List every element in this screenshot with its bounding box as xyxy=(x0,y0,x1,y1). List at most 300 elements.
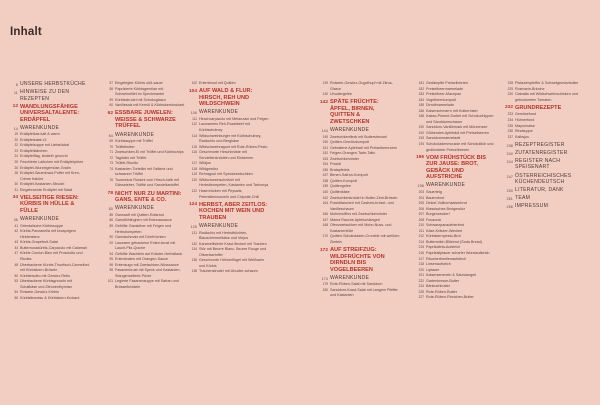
toc-entry-title: Gefüllte Gansleber mit Feigen und Herbstrompeten xyxy=(115,224,172,234)
toc-recipe-entry xyxy=(10,251,90,262)
toc-entry-title: Räucherforellenaufstrich xyxy=(426,256,466,261)
toc-entry-title: Dirndlmarmelade xyxy=(426,103,455,108)
toc-chapter-heading xyxy=(10,104,90,124)
toc-page-number: 251 xyxy=(506,197,513,202)
toc-entry-title: Powidl xyxy=(330,162,341,167)
toc-entry-title: Orientalische Kürbissuppe xyxy=(20,223,64,228)
toc-chapter-heading xyxy=(10,195,90,215)
toc-page-number: 232 xyxy=(505,105,514,111)
toc-page-number: 188 xyxy=(418,114,424,119)
toc-page-number: 136 xyxy=(191,258,197,263)
toc-entry-title: WARENKUNDE xyxy=(199,223,239,229)
toc-page-number: 48 xyxy=(14,262,18,267)
toc-entry-title: Kakao-Piment-Sorbet mit Schokochippen und Sanddornschaum xyxy=(426,114,494,124)
toc-entry-title: Quittengelee xyxy=(330,184,351,189)
toc-page-number: 70 xyxy=(109,144,113,149)
toc-entry-title: Erdäpfel-Wurzelgemüse-Gratin xyxy=(20,165,71,170)
toc-chapter-heading xyxy=(189,202,269,222)
toc-page-number: 36 xyxy=(13,218,18,223)
toc-page-number: 44 xyxy=(14,245,18,250)
toc-entry-title: Rotwein-Gewürz-Gugelhupf mit Zitrus-Glasur xyxy=(330,81,393,91)
toc-entry-title: HINWEISE ZU DEN REZEPTEN xyxy=(20,89,70,102)
toc-entry-title: Mayonnaise xyxy=(515,123,535,128)
toc-entry-title: Zwetschkenfleck mit Butterstreusel xyxy=(330,134,387,139)
toc-page-number: 221 xyxy=(418,273,424,278)
toc-page-number: 158 xyxy=(322,178,328,183)
toc-page-number: 19 xyxy=(14,132,18,137)
toc-entry-title: VOM FRÜHSTÜCK BIS ZUR JAUSE: BROT, GEBÄCK UND AUFSTRICHE xyxy=(426,154,486,181)
toc-page-number: 212 xyxy=(418,234,424,239)
toc-entry-title: Kürbis Cordon Bleu mit Prosciutto und Ricotta xyxy=(20,251,83,261)
toc-recipe-entry xyxy=(189,189,269,200)
toc-recipe-entry xyxy=(105,241,185,252)
toc-entry-title: Erdäpfel-Sauerkraut-Puffer mit Kren-Crème fraîche xyxy=(20,171,80,181)
toc-page-number: 162 xyxy=(322,195,328,200)
toc-recipe-entry xyxy=(105,224,185,235)
toc-page-number: 42 xyxy=(14,229,18,234)
toc-entry-title: IMPRESSUM xyxy=(515,203,549,210)
toc-recipe-entry xyxy=(10,188,90,194)
toc-entry-title: WARENKUNDE xyxy=(20,124,60,131)
toc-page-number: 183 xyxy=(418,92,424,97)
toc-page-number: 224 xyxy=(418,284,424,289)
toc-entry-title: Hasenrücken mit Physalis, Petersilienwurzeln und Chipotle-Chili xyxy=(199,189,260,199)
toc-page-number: 43 xyxy=(14,240,18,245)
toc-entry-title: Kürbiskernpesto-Brot xyxy=(426,234,461,239)
toc-entry-title: Zwetschkenknödel in Butter-Zimt-Bröseln xyxy=(330,195,398,200)
toc-page-number: 54 xyxy=(14,290,18,295)
toc-page-number: 58 xyxy=(109,86,113,91)
toc-page-number: 222 xyxy=(418,278,424,283)
toc-column-6 xyxy=(505,81,585,211)
toc-recipe-entry xyxy=(105,87,185,98)
toc-page-number: 85 xyxy=(109,212,113,217)
toc-recipe-entry xyxy=(320,223,400,234)
toc-chapter-heading xyxy=(416,155,496,181)
toc-entry-title: Preiselbeer-Marzipan xyxy=(426,92,462,97)
toc-entry-title: ZUTATENREGISTER xyxy=(515,149,568,156)
toc-entry-title: Entenbraten mit Orangen-Sauce xyxy=(115,257,169,262)
toc-entry-title: Geschmorte Hühnerflügel mit Weißwein und Kürbis xyxy=(199,258,265,268)
toc-entry-title: Zwetschkenröster xyxy=(330,156,360,161)
toc-entry-title: Rote-Rüben-Butter xyxy=(426,289,457,294)
toc-entry-title: ESSBARE JUWELEN: WEISSE & SCHWARZE TRÜFFEL xyxy=(115,110,176,130)
toc-entry-title: Tournedos Rossini vom Hirsch-kalb mit Gänseleber, Trüffel und Sandelkartoffel xyxy=(115,177,179,188)
toc-page-number: 156 xyxy=(322,167,328,172)
toc-page-number: 230 xyxy=(507,92,513,97)
toc-entry-title: UNSERE HERBSTKÜCHE xyxy=(20,81,86,87)
toc-entry-title: Rote-Rüben-Rinrichen-Butter xyxy=(426,295,474,300)
toc-entry-title: Traubenstrudel mit Uhudler-schaum xyxy=(199,269,258,274)
toc-recipe-entry xyxy=(189,269,269,275)
toc-entry-title: Linsenaufstrich xyxy=(426,262,451,267)
toc-entry-title: Legierte Fasanensuppe mit Safran und Brösselknödeln xyxy=(115,279,179,290)
toc-page-number: 106 xyxy=(190,111,197,116)
toc-entry-title: Karamellisierte Kraut-fleckerl mit Trauben xyxy=(199,241,267,246)
toc-entry-title: Feschlerte Laibchen mit Erdäpfelpüree xyxy=(20,160,84,165)
toc-entry-title: Wildjus xyxy=(199,161,211,166)
toc-page-number: 172 xyxy=(320,247,329,253)
toc-entry-title: Überbackene Kürbis-Thunfisch-Cannelloni mit Kürbiskern-Bröseln xyxy=(20,262,90,273)
toc-page-number: 6 xyxy=(15,83,18,87)
toc-page-number: 240 xyxy=(506,151,513,156)
toc-recipe-entry xyxy=(10,229,90,240)
toc-entry-title: Bauernbrot xyxy=(426,195,445,200)
toc-section-entry xyxy=(189,109,269,115)
toc-page-number: 211 xyxy=(418,228,424,233)
toc-entry-title: WANDLUNGSFÄHIGE UNIVERSALTALENTE: ERDÄPFEL xyxy=(20,103,80,123)
toc-entry-title: REZEPTREGISTER xyxy=(515,141,565,148)
toc-recipe-entry xyxy=(189,178,269,189)
toc-page-number: 117 xyxy=(191,161,197,166)
toc-section-entry xyxy=(505,158,585,171)
page-title: Inhalt xyxy=(10,26,42,38)
toc-recipe-entry xyxy=(10,279,90,290)
toc-entry-title: Käse-Kräuter-Weckerl xyxy=(426,228,463,233)
toc-entry-title: Paprizierte Kürbisgemüse mit Schweinefilet im Speckmantel xyxy=(115,86,164,97)
toc-entry-title: Radicchio mit Herbstfrüchten, Blauschimmelkäse und Verjus xyxy=(199,230,249,241)
toc-entry-title: Ganssaft mit Quitten-Rotkraut xyxy=(115,212,164,217)
toc-entry-title: Wildschweinburger mit Kürbischutney, Radicchio und Bergkäse xyxy=(199,133,262,144)
toc-recipe-entry xyxy=(189,122,269,133)
toc-column-1 xyxy=(10,81,90,301)
toc-entry-title: NICHT NUR ZU MARTINI: GANS, ENTE & CO. xyxy=(115,190,182,204)
toc-entry-title: Kaisersemmeln & Salzstangerl xyxy=(426,273,477,278)
toc-entry-title: Glühendes Apfelrädl mit Preiselbeeren xyxy=(426,130,489,135)
toc-entry-title: Zwetschken-Ei mit Trüffel und Kürbischips xyxy=(115,150,184,155)
toc-entry-title: Preiselbeermarmelade xyxy=(426,86,464,91)
toc-page-number: 102 xyxy=(191,81,197,85)
toc-entry-title: TEAM xyxy=(515,195,531,202)
toc-entry-title: Wildschweinragout mit Rote-Rüben-Pesto xyxy=(199,144,268,149)
toc-page-number: 184 xyxy=(418,97,424,102)
toc-entry-title: Wildgewürz xyxy=(199,166,219,171)
toc-page-number: 92 xyxy=(109,240,113,245)
toc-page-number: 140 xyxy=(322,92,328,97)
toc-page-number: 154 xyxy=(322,162,328,167)
toc-page-number: 214 xyxy=(418,239,424,244)
toc-entry-title: Erdäpfelsuppe mit Liebstöckel xyxy=(20,143,70,148)
toc-section-entry xyxy=(10,216,90,222)
toc-entry-title: Sauerteig xyxy=(426,189,442,194)
toc-entry-title: WARENKUNDE xyxy=(20,216,60,223)
toc-section-entry xyxy=(505,203,585,209)
toc-recipe-entry xyxy=(105,279,185,290)
toc-entry-title: Rosmarin-Brioche xyxy=(515,86,545,91)
toc-entry-title: Ofenzwetschken mit Mohn-Nuss- und Kastanienfülle xyxy=(330,223,392,233)
toc-column-4 xyxy=(320,81,400,299)
toc-page-number: 71 xyxy=(109,150,113,155)
toc-page-number: 94 xyxy=(109,251,113,256)
toc-chapter-heading xyxy=(320,99,400,125)
toc-page-number: 233 xyxy=(507,112,513,117)
toc-entry-title: Paprikafeta-Aufstrich xyxy=(426,245,461,250)
toc-entry-title: Eingebrannte Erdäpfel mit Salat xyxy=(20,187,73,192)
toc-page-number: 69 xyxy=(109,139,113,144)
toc-entry-title: Kürbistiramisu & Kürbiskern-Krokant xyxy=(20,295,80,300)
toc-page-number: 14 xyxy=(13,126,18,131)
toc-section-entry xyxy=(505,187,585,193)
toc-entry-title: Ganslschmalz mit Dörrfrüchten xyxy=(115,235,166,240)
toc-page-number: 90 xyxy=(109,235,113,240)
toc-entry-title: Stör mit Beurre Blanc, Beurre Rouge und Olivenkartoffel xyxy=(199,247,267,257)
toc-entry-title: Kürbisstrudel mit Schokoglasur xyxy=(115,97,166,102)
toc-entry-title: WARENKUNDE xyxy=(115,205,155,212)
toc-page-number: 20 xyxy=(14,137,18,142)
toc-entry-title: SPÄTE FRÜCHTE: ÄPFEL, BIRNEN, QUITTEN & ZWETSCHKEN xyxy=(330,99,379,125)
toc-page-number: 114 xyxy=(191,133,197,138)
toc-entry-title: Gedämpfte Preiselbeeren xyxy=(426,81,469,85)
toc-entry-title: Quitten-Kompott xyxy=(330,178,357,183)
toc-entry-title: LITERATUR, DANK xyxy=(515,187,564,194)
toc-page-number: 218 xyxy=(418,262,424,267)
toc-recipe-entry xyxy=(416,142,496,153)
toc-page-number: 112 xyxy=(191,122,197,127)
toc-entry-title: Rindsuppe xyxy=(515,129,533,134)
toc-recipe-entry xyxy=(189,247,269,258)
toc-chapter-heading xyxy=(505,105,585,112)
toc-page-number: 210 xyxy=(418,223,424,228)
toc-entry-title: WARENKUNDE xyxy=(330,127,370,134)
toc-entry-title: Liptauer xyxy=(426,267,440,272)
toc-entry-title: Bärlauchbutter xyxy=(426,284,450,289)
toc-entry-title: Schokoladenmousse mit Schokolikör und gedünsteter Preiselbeeren xyxy=(426,142,494,152)
toc-entry-title: Entenbrust mit Quitten xyxy=(199,81,236,85)
toc-page-number: 237 xyxy=(507,134,513,139)
toc-page-number: 122 xyxy=(191,189,197,194)
toc-page-number: 151 xyxy=(322,145,328,150)
toc-column-2 xyxy=(105,81,185,291)
toc-recipe-entry xyxy=(189,81,269,87)
toc-page-number: 115 xyxy=(191,144,197,149)
toc-page-number: 101 xyxy=(107,279,113,284)
toc-page-number: 247 xyxy=(506,174,513,179)
toc-recipe-entry xyxy=(320,81,400,92)
toc-page-number: 204 xyxy=(418,195,424,200)
toc-entry-title: Eingelegter Kürbis süß-sauer xyxy=(115,81,163,85)
toc-column-3 xyxy=(189,81,269,275)
toc-entry-title: Erdäpfelflag, ändleb! gnocchi xyxy=(20,154,68,159)
toc-page-number: 124 xyxy=(189,202,198,208)
toc-entry-title: Bratapfeleis xyxy=(330,167,350,172)
toc-entry-title: Quitten-Schokoladen-Crumble mit weißem Zimteis xyxy=(330,234,400,244)
toc-entry-title: Gefüllte Wachteln auf Kräuter-Herbstlaub xyxy=(115,251,183,256)
toc-page-number: 196 xyxy=(416,155,425,161)
toc-entry-title: WARENKUNDE xyxy=(115,131,155,138)
toc-page-number: 217 xyxy=(418,256,424,261)
toc-page-number: 74 xyxy=(109,166,113,171)
toc-entry-title: Vogelbeerkompott xyxy=(426,97,456,102)
toc-page-number: 194 xyxy=(418,142,424,147)
toc-page-number: 98 xyxy=(109,268,113,273)
toc-entry-title: Kürbis-Grapefruit-Salat xyxy=(20,240,58,245)
toc-page-number: 25 xyxy=(14,160,18,165)
toc-section-entry xyxy=(189,223,269,229)
toc-page-number: 160 xyxy=(322,189,328,194)
toc-page-number: 198 xyxy=(417,184,424,189)
toc-entry-title: AUF STREIFZUG: WILDFRÜCHTE VON DIRNDLN BIS VOGELBEEREN xyxy=(330,247,385,273)
toc-entry-title: Sanddorn-Kraut-Salat mit Langem Pfeffer und Kastanien xyxy=(330,287,398,298)
toc-page-number: 228 xyxy=(507,81,513,85)
toc-page-number: 11 xyxy=(13,91,18,96)
toc-page-number: 28 xyxy=(14,171,18,176)
toc-section-entry xyxy=(505,195,585,201)
toc-section-entry xyxy=(10,89,90,102)
toc-page-number: 126 xyxy=(190,225,197,229)
toc-entry-title: Klassisches Brotgewürz xyxy=(426,206,466,211)
toc-page-number: 47 xyxy=(14,251,18,256)
toc-entry-title: Powidltascherl mit Cashew-brösel- und Vanilleschaum xyxy=(330,201,394,211)
toc-entry-title: Kürbisrisotto mit Gewürz-Rebs xyxy=(20,273,70,278)
toc-entry-title: Mama Rauchs Apfelschlangerl xyxy=(330,217,380,222)
toc-entry-title: Pistazienpfeffer & Schwetgewürzbutter xyxy=(515,81,579,85)
toc-page-number: 144 xyxy=(321,129,328,134)
toc-entry-title: ÖSTERREICHISCHES KÜCHENDEUTSCH xyxy=(515,172,572,185)
toc-page-number: 220 xyxy=(418,267,424,272)
toc-page-number: 185 xyxy=(418,103,424,108)
toc-entry-title: Geschmorte Hirschbrüste mit Serviettenknödeln und Eisbeeren xyxy=(199,150,254,160)
toc-page-number: 159 xyxy=(322,184,328,189)
toc-entry-title: AUF WALD & FLUR: HIRSCH, REH UND WILDSCHWEIN xyxy=(199,88,253,108)
toc-recipe-entry xyxy=(10,171,90,182)
toc-entry-title: Lauwarm gebackene Enten-brust mit Lauch-Pilz-Quiche xyxy=(115,240,176,251)
toc-page-number: 31 xyxy=(14,187,18,192)
toc-chapter-heading xyxy=(105,191,185,204)
toc-entry-title: Buttermilch-Blitzbrot (Soda Bread) xyxy=(426,239,482,244)
toc-page-number: 193 xyxy=(418,136,424,141)
toc-entry-title: Trüffel-Risotto xyxy=(115,161,138,166)
toc-page-number: 73 xyxy=(109,161,113,166)
toc-recipe-entry xyxy=(189,258,269,269)
toc-recipe-entry xyxy=(320,201,400,212)
toc-entry-title: Gartenkresse-Butter xyxy=(426,278,460,283)
toc-page-number: 26 xyxy=(14,165,18,170)
toc-entry-title: Erdäpfelsalat x3 xyxy=(20,137,47,142)
toc-entry-title: Kastanien-Tortellini mit Sellerie und schwarzer Trüffel xyxy=(115,166,173,177)
toc-page-number: 238 xyxy=(506,143,513,148)
toc-page-number: 95 xyxy=(109,257,113,262)
toc-page-number: 182 xyxy=(418,86,424,91)
toc-page-number: 116 xyxy=(191,150,197,155)
toc-page-number: 22 xyxy=(14,143,18,148)
toc-page-number: 12 xyxy=(12,104,18,110)
toc-entry-title: Focaccia xyxy=(426,217,441,222)
toc-page-number: 50 xyxy=(14,273,18,278)
toc-section-entry xyxy=(320,275,400,281)
toc-entry-title: Birnen-Safran-Kompott xyxy=(330,173,368,178)
toc-page-number: 64 xyxy=(108,133,113,138)
toc-entry-title: VIELSEITIGE RIESEN: KÜRBIS IN HÜLLE & FÜLLE xyxy=(20,194,79,214)
toc-section-entry xyxy=(105,205,185,211)
toc-entry-title: Kalbsjus xyxy=(515,134,529,139)
toc-recipe-entry xyxy=(320,288,400,299)
toc-entry-title: WARENKUNDE xyxy=(330,274,370,281)
toc-page-number: 168 xyxy=(322,223,328,228)
toc-recipe-entry xyxy=(105,268,185,279)
toc-recipe-entry xyxy=(416,114,496,125)
toc-entry-title: Paprikaliptauer scharfer Wurstaufstrich xyxy=(426,251,490,255)
toc-entry-title: REGISTER NACH SPEISENART xyxy=(515,158,561,171)
toc-page-number: 167 xyxy=(322,217,328,222)
toc-section-entry xyxy=(505,173,585,186)
toc-entry-title: WARENKUNDE xyxy=(426,182,466,189)
toc-page-number: 138 xyxy=(191,269,197,274)
toc-recipe-entry xyxy=(10,263,90,274)
toc-page-number: 244 xyxy=(506,160,513,165)
toc-chapter-heading xyxy=(105,110,185,130)
toc-entry-title: Schwarzpanadeberbrot xyxy=(426,223,465,228)
toc-page-number: 206 xyxy=(418,206,424,211)
toc-entry-title: Entensugo mit Zwetschken-Nüsssauce xyxy=(115,262,179,267)
toc-page-number: 227 xyxy=(418,295,424,300)
toc-page-number: 96 xyxy=(109,262,113,267)
toc-entry-title: Gebratene Apfelradl mit Preiselbeerrahm xyxy=(330,145,397,150)
toc-page-number: 181 xyxy=(418,81,424,85)
toc-entry-title: Vanillesalz mit Kernöl & Kürbiskernkrokant xyxy=(115,103,185,108)
toc-page-number: 142 xyxy=(320,99,329,105)
toc-page-number: 235 xyxy=(507,123,513,128)
toc-entry-title: Gemüsefond xyxy=(515,112,537,117)
toc-page-number: 34 xyxy=(12,195,18,201)
toc-entry-title: Kaiserschmarrn mit Hollerröster xyxy=(426,108,478,113)
toc-page-number: 104 xyxy=(189,88,198,94)
toc-page-number: 229 xyxy=(507,86,513,91)
toc-entry-title: Rotwein-Gewürz-Kürbis xyxy=(20,290,59,295)
toc-entry-title: Wildschweinschnitzel mit Herbsttrompeten, Kastanien und Tarhonya xyxy=(199,177,269,188)
toc-recipe-entry xyxy=(105,103,185,109)
toc-entry-title: Hühnerfond xyxy=(515,118,535,123)
toc-entry-title: Lauwarmes Reh-Roastbeef mit Kürbischutney xyxy=(199,122,250,133)
toc-entry-title: Dinkel-Vollkornkaiserbrot xyxy=(426,201,467,206)
toc-entry-title: GRUNDREZEPTE xyxy=(515,104,562,111)
toc-page-number: 131 xyxy=(191,230,197,235)
toc-chapter-heading xyxy=(189,88,269,108)
toc-page-number: 215 xyxy=(418,245,424,250)
toc-section-entry xyxy=(105,132,185,138)
toc-recipe-entry xyxy=(505,135,585,141)
toc-page-number: 139 xyxy=(322,81,328,85)
toc-page-number: 76 xyxy=(109,177,113,182)
toc-page-number: 30 xyxy=(14,182,18,187)
toc-section-entry xyxy=(320,127,400,133)
toc-entry-title: WARENKUNDE xyxy=(199,109,239,116)
toc-entry-title: Rote-Rüben-Salat mit Sanddorn xyxy=(330,282,383,287)
toc-entry-title: Erdäpfelkas kalt & warm xyxy=(20,132,60,137)
toc-chapter-heading xyxy=(320,247,400,273)
toc-entry-title: Trüffelbutter xyxy=(115,144,135,149)
toc-recipe-entry xyxy=(189,150,269,161)
toc-recipe-entry xyxy=(505,92,585,103)
toc-page-number: 157 xyxy=(322,173,328,178)
toc-entry-title: Uhudlergelee xyxy=(330,92,352,97)
toc-page-number: 192 xyxy=(418,130,424,135)
toc-page-number: 57 xyxy=(109,81,113,85)
toc-page-number: 60 xyxy=(109,103,113,108)
toc-page-number: 132 xyxy=(191,241,197,246)
toc-page-number: 152 xyxy=(322,151,328,156)
toc-page-number: 174 xyxy=(321,276,328,281)
toc-entry-title: Tagliolini mit Trüffel xyxy=(115,155,147,160)
toc-page-number: 89 xyxy=(109,224,113,228)
toc-page-number: 24 xyxy=(14,154,18,159)
toc-entry-title: Erdäpfellaibchen xyxy=(20,148,48,153)
toc-section-entry xyxy=(10,81,90,87)
toc-section-entry xyxy=(505,150,585,156)
toc-section-entry xyxy=(10,125,90,131)
toc-page-number: 166 xyxy=(322,212,328,217)
toc-page-number: 56 xyxy=(14,295,18,300)
toc-entry-title: Feigen-Orangen-Tarte-Tatin xyxy=(330,151,376,156)
